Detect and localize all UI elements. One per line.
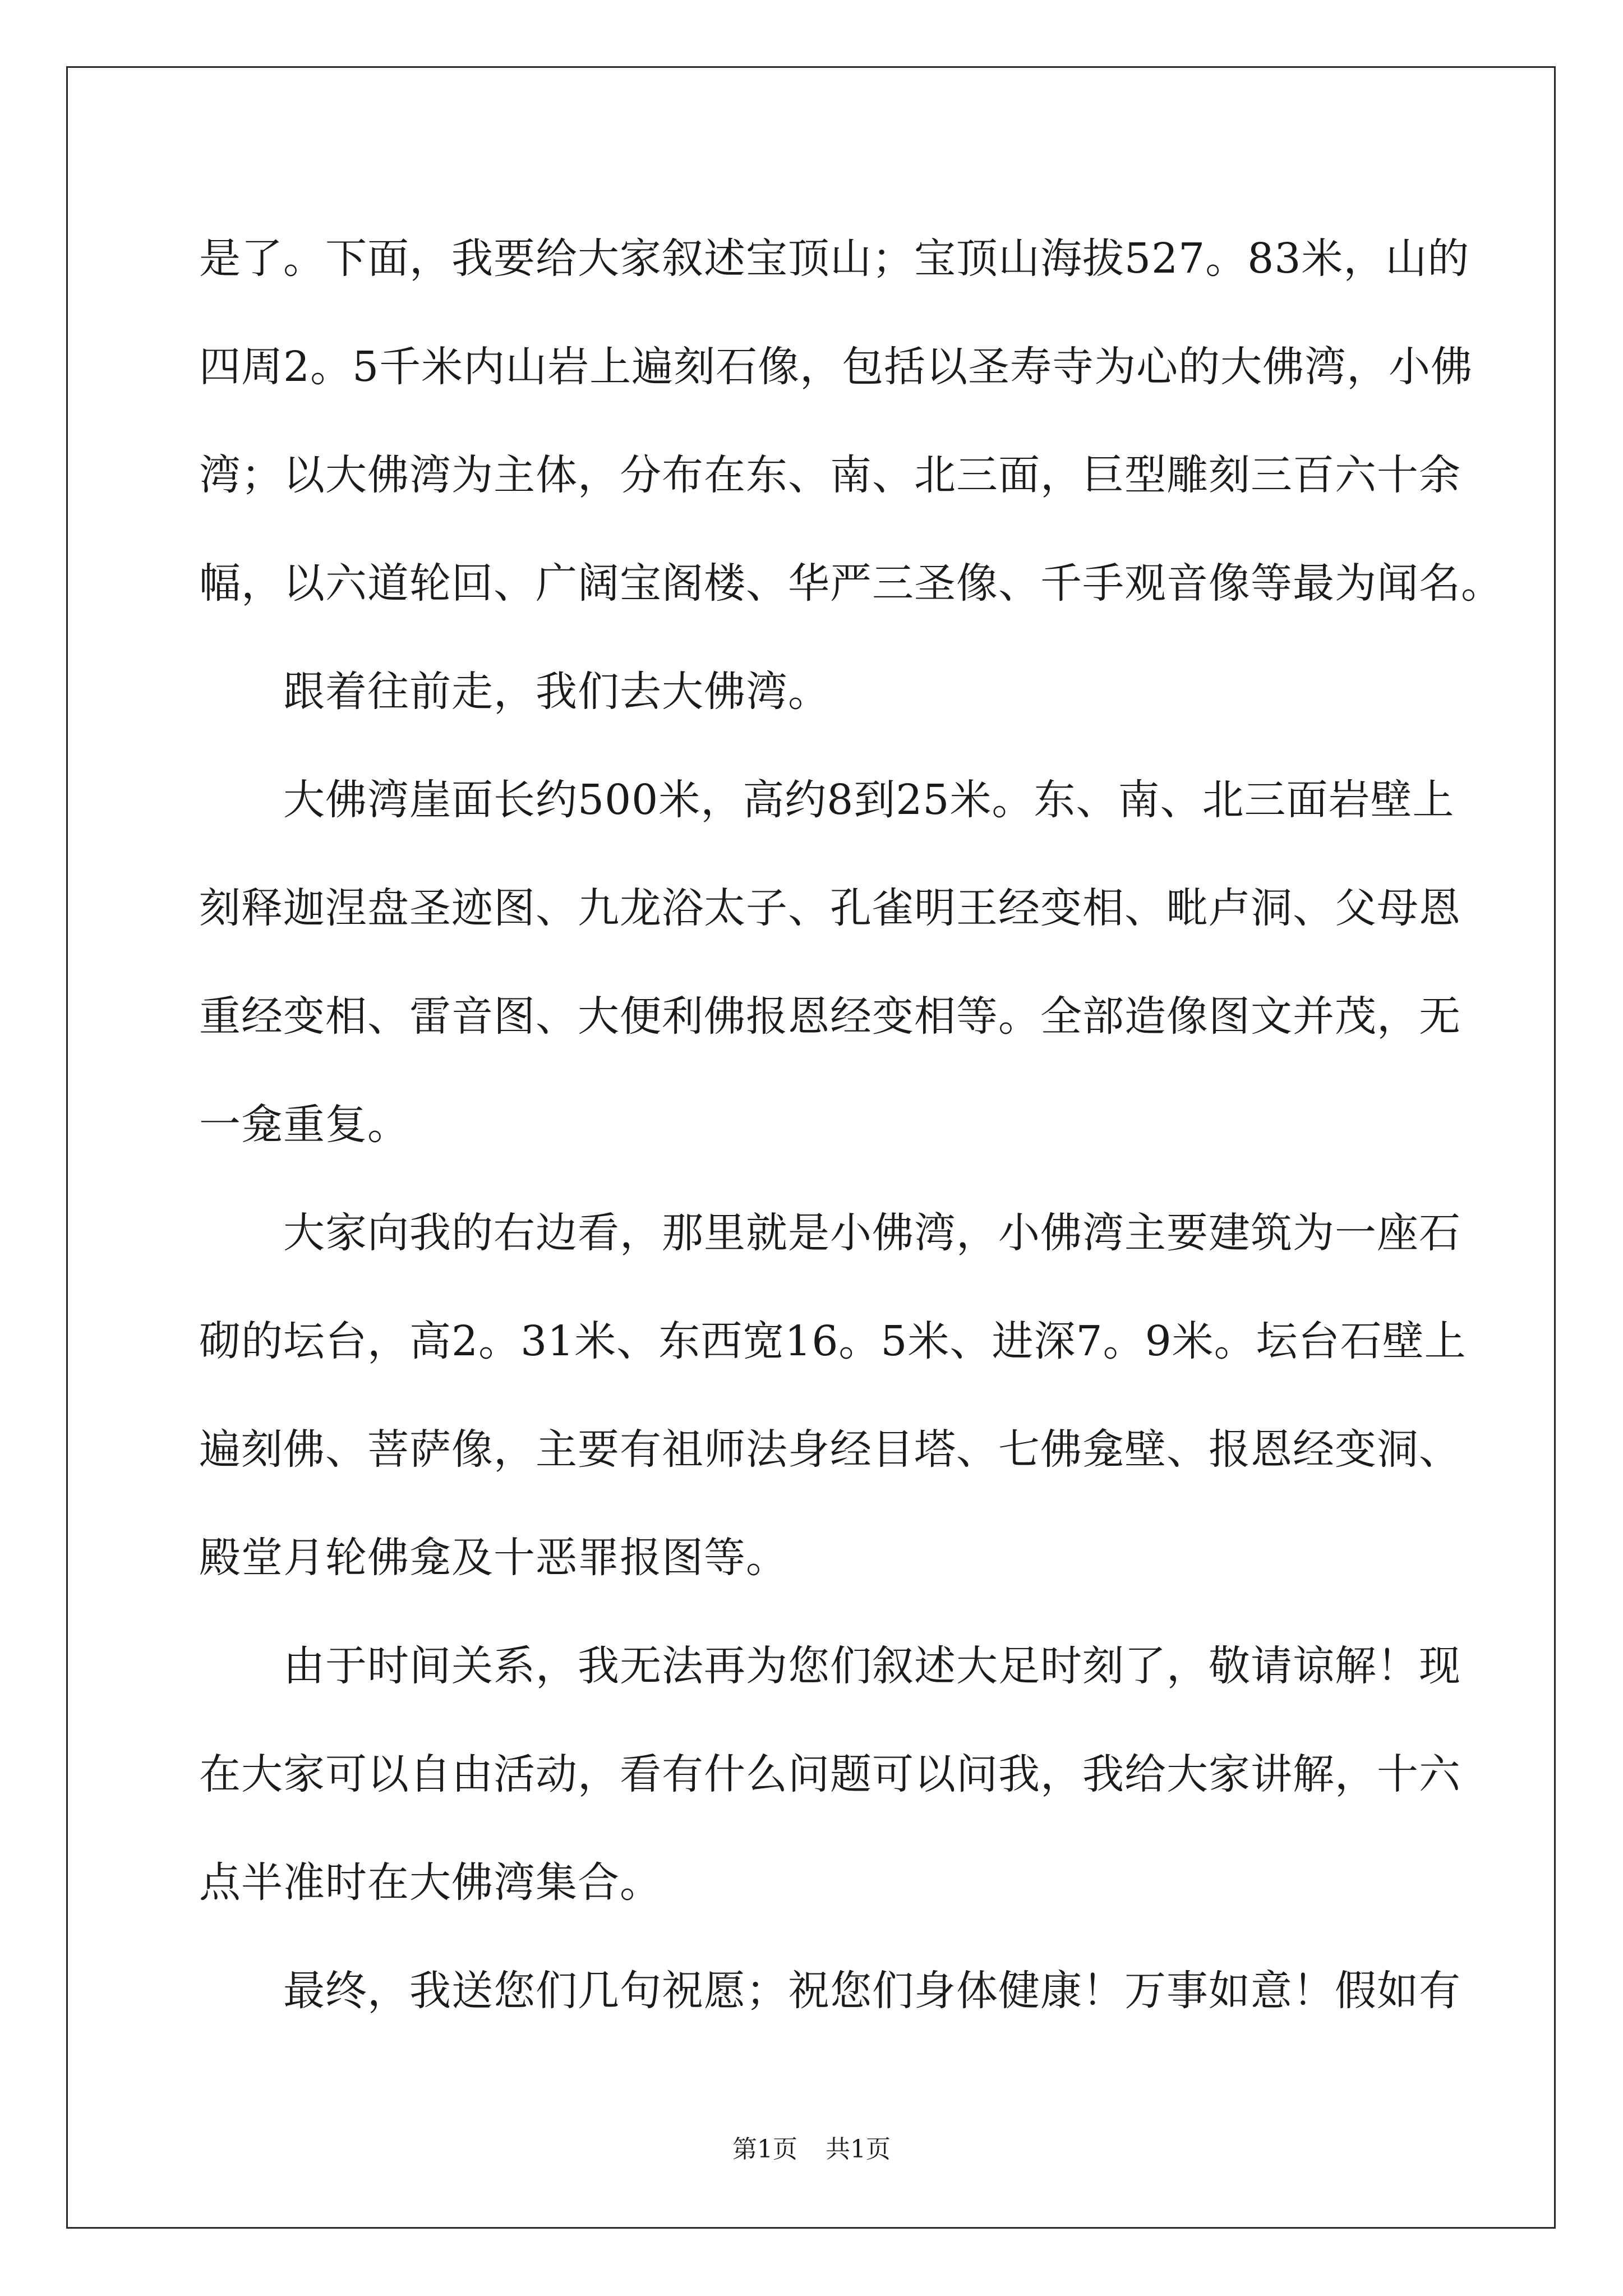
text-line: 殿堂月轮佛龛及十恶罪报图等。 [199, 1534, 788, 1582]
paragraph-3 [199, 746, 1461, 1179]
paragraph-2 [199, 638, 1433, 746]
text-line: 刻释迦涅盘圣迹图、九龙浴太子、孔雀明王经变相、毗卢洞、父母恩 [199, 884, 1461, 932]
text-line: 四周2。5千米内山岩上遍刻石像，包括以圣寿寺为心的大佛湾，小佛 [199, 343, 1473, 391]
text-line: 点半准时在大佛湾集合。 [199, 1858, 662, 1907]
paragraph-1 [199, 205, 1503, 638]
paragraph-5 [199, 1612, 1461, 1937]
text-line: 重经变相、雷音图、大便利佛报恩经变相等。全部造像图文并茂，无 [199, 992, 1461, 1041]
text-line: 大佛湾崖面长约500米，高约8到25米。东、南、北三面岩壁上 [283, 776, 1455, 824]
text-line: 幅，以六道轮回、广阔宝阁楼、华严三圣像、千手观音像等最为闻名。 [199, 559, 1503, 608]
text-line: 一龛重复。 [199, 1101, 409, 1149]
paragraph-4 [199, 1179, 1467, 1612]
document-body [199, 205, 1503, 2045]
text-line: 砌的坛台，高2。31米、东西宽16。5米、进深7。9米。坛台石壁上 [199, 1317, 1467, 1365]
text-line: 由于时间关系，我无法再为您们叙述大足时刻了，敬请谅解！现 [283, 1642, 1461, 1690]
text-line: 大家向我的右边看，那里就是小佛湾，小佛湾主要建筑为一座石 [283, 1209, 1461, 1257]
text-line: 遍刻佛、菩萨像，主要有祖师法身经目塔、七佛龛壁、报恩经变洞、 [199, 1425, 1461, 1474]
text-line: 湾；以大佛湾为主体，分布在东、南、北三面，巨型雕刻三百六十余 [199, 451, 1461, 499]
text-line: 是了。下面，我要给大家叙述宝顶山；宝顶山海拔527。83米，山的 [199, 234, 1470, 283]
text-line: 最终，我送您们几句祝愿；祝您们身体健康！万事如意！假如有 [283, 1967, 1461, 2015]
text-line: 跟着往前走，我们去大佛湾。 [283, 668, 830, 716]
paragraph-6 [199, 1937, 1461, 2045]
page-footer [0, 2133, 1623, 2166]
page-number-total: 共1页 [826, 2135, 891, 2164]
page-number-current: 第1页 [732, 2135, 797, 2164]
text-line: 在大家可以自由活动，看有什么问题可以问我，我给大家讲解，十六 [199, 1750, 1461, 1798]
